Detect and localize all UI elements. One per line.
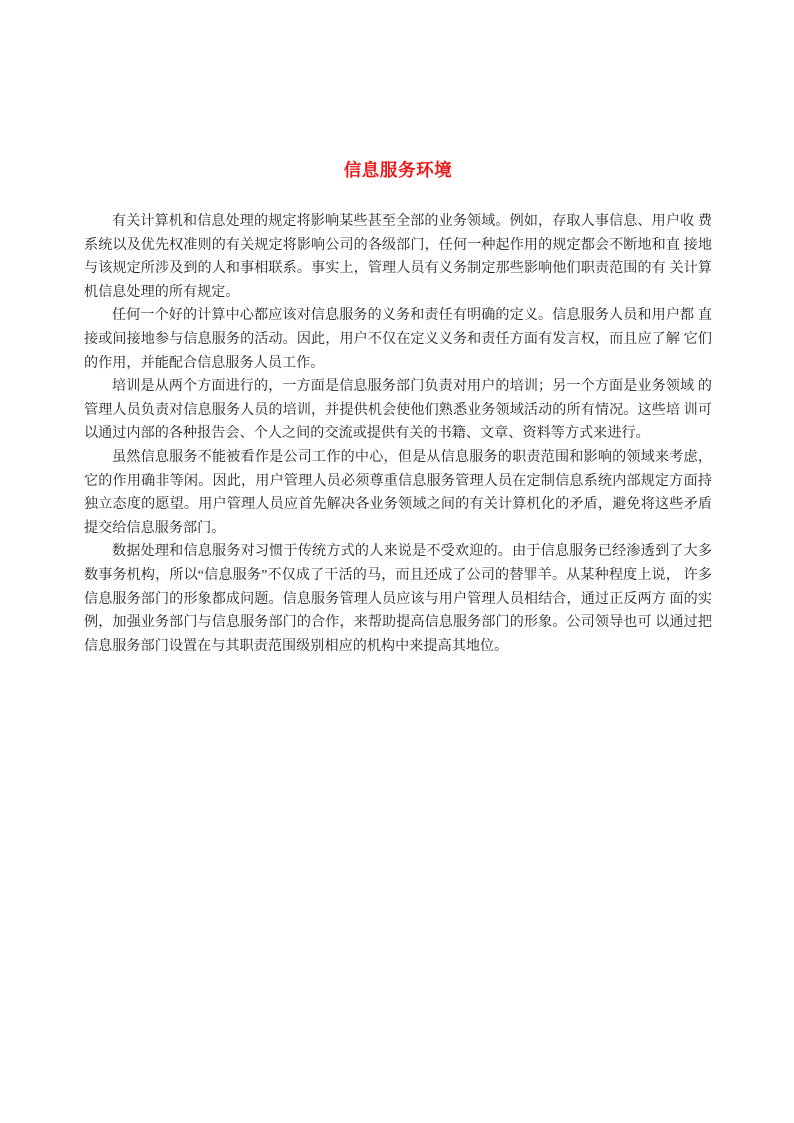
body-paragraph: 任何一个好的计算中心都应该对信息服务的义务和责任有明确的定义。信息服务人员和用户都 直接或间接地参与信息服务的活动。因此，用户不仅在定义义务和责任方面有发言权，而且应了解 它们的作用，并能配合信息服务人员工作。 — [84, 307, 712, 371]
body-paragraph: 培训是从两个方面进行的，一方面是信息服务部门负责对用户的培训；另一个方面是业务领域 的管理人员负责对信息服务人员的培训，并提供机会使他们熟悉业务领域活动的所有情况。这些培 训可以通过内部的各种报告会、个人之间的交流或提供有关的书籍、文章、资料等方式来进行。 — [84, 378, 712, 442]
body-paragraph: 虽然信息服务不能被看作是公司工作的中心，但是从信息服务的职责范围和影响的领域来考虑，它的作用确非等闲。因此，用户管理人员必须尊重信息服务管理人员在定制信息系统内部规定方面持独立态度的愿望。用户管理人员应首先解决各业务领域之间的有关计算机化的矛盾，避免将这些矛盾提交给信息服务部门。 — [84, 448, 712, 536]
body-paragraph: 数据处理和信息服务对习惯于传统方式的人来说是不受欢迎的。由于信息服务已经渗透到了大多数事务机构，所以“信息服务”不仅成了干活的马，而且还成了公司的替罪羊。从某种程度上说， 许多信息服务部门的形象都成问题。信息服务管理人员应该与用户管理人员相结合，通过正反两方 面的实例，加强业务部门与信息服务部门的合作，来帮助提高信息服务部门的形象。公司领导也可 以通过把信息服务部门设置在与其职责范围级别相应的机构中来提高其地位。 — [84, 543, 712, 654]
page-title: 信息服务环境 — [343, 161, 453, 181]
document-body — [84, 158, 712, 658]
body-paragraph: 有关计算机和信息处理的规定将影响某些甚至全部的业务领域。例如，存取人事信息、用户收 费系统以及优先权准则的有关规定将影响公司的各级部门，任何一种起作用的规定都会不断地和直 接地与该规定所涉及到的人和事相联系。事实上，管理人员有义务制定那些影响他们职责范围的有 关计算机信息处理的所有规定。 — [84, 213, 712, 300]
